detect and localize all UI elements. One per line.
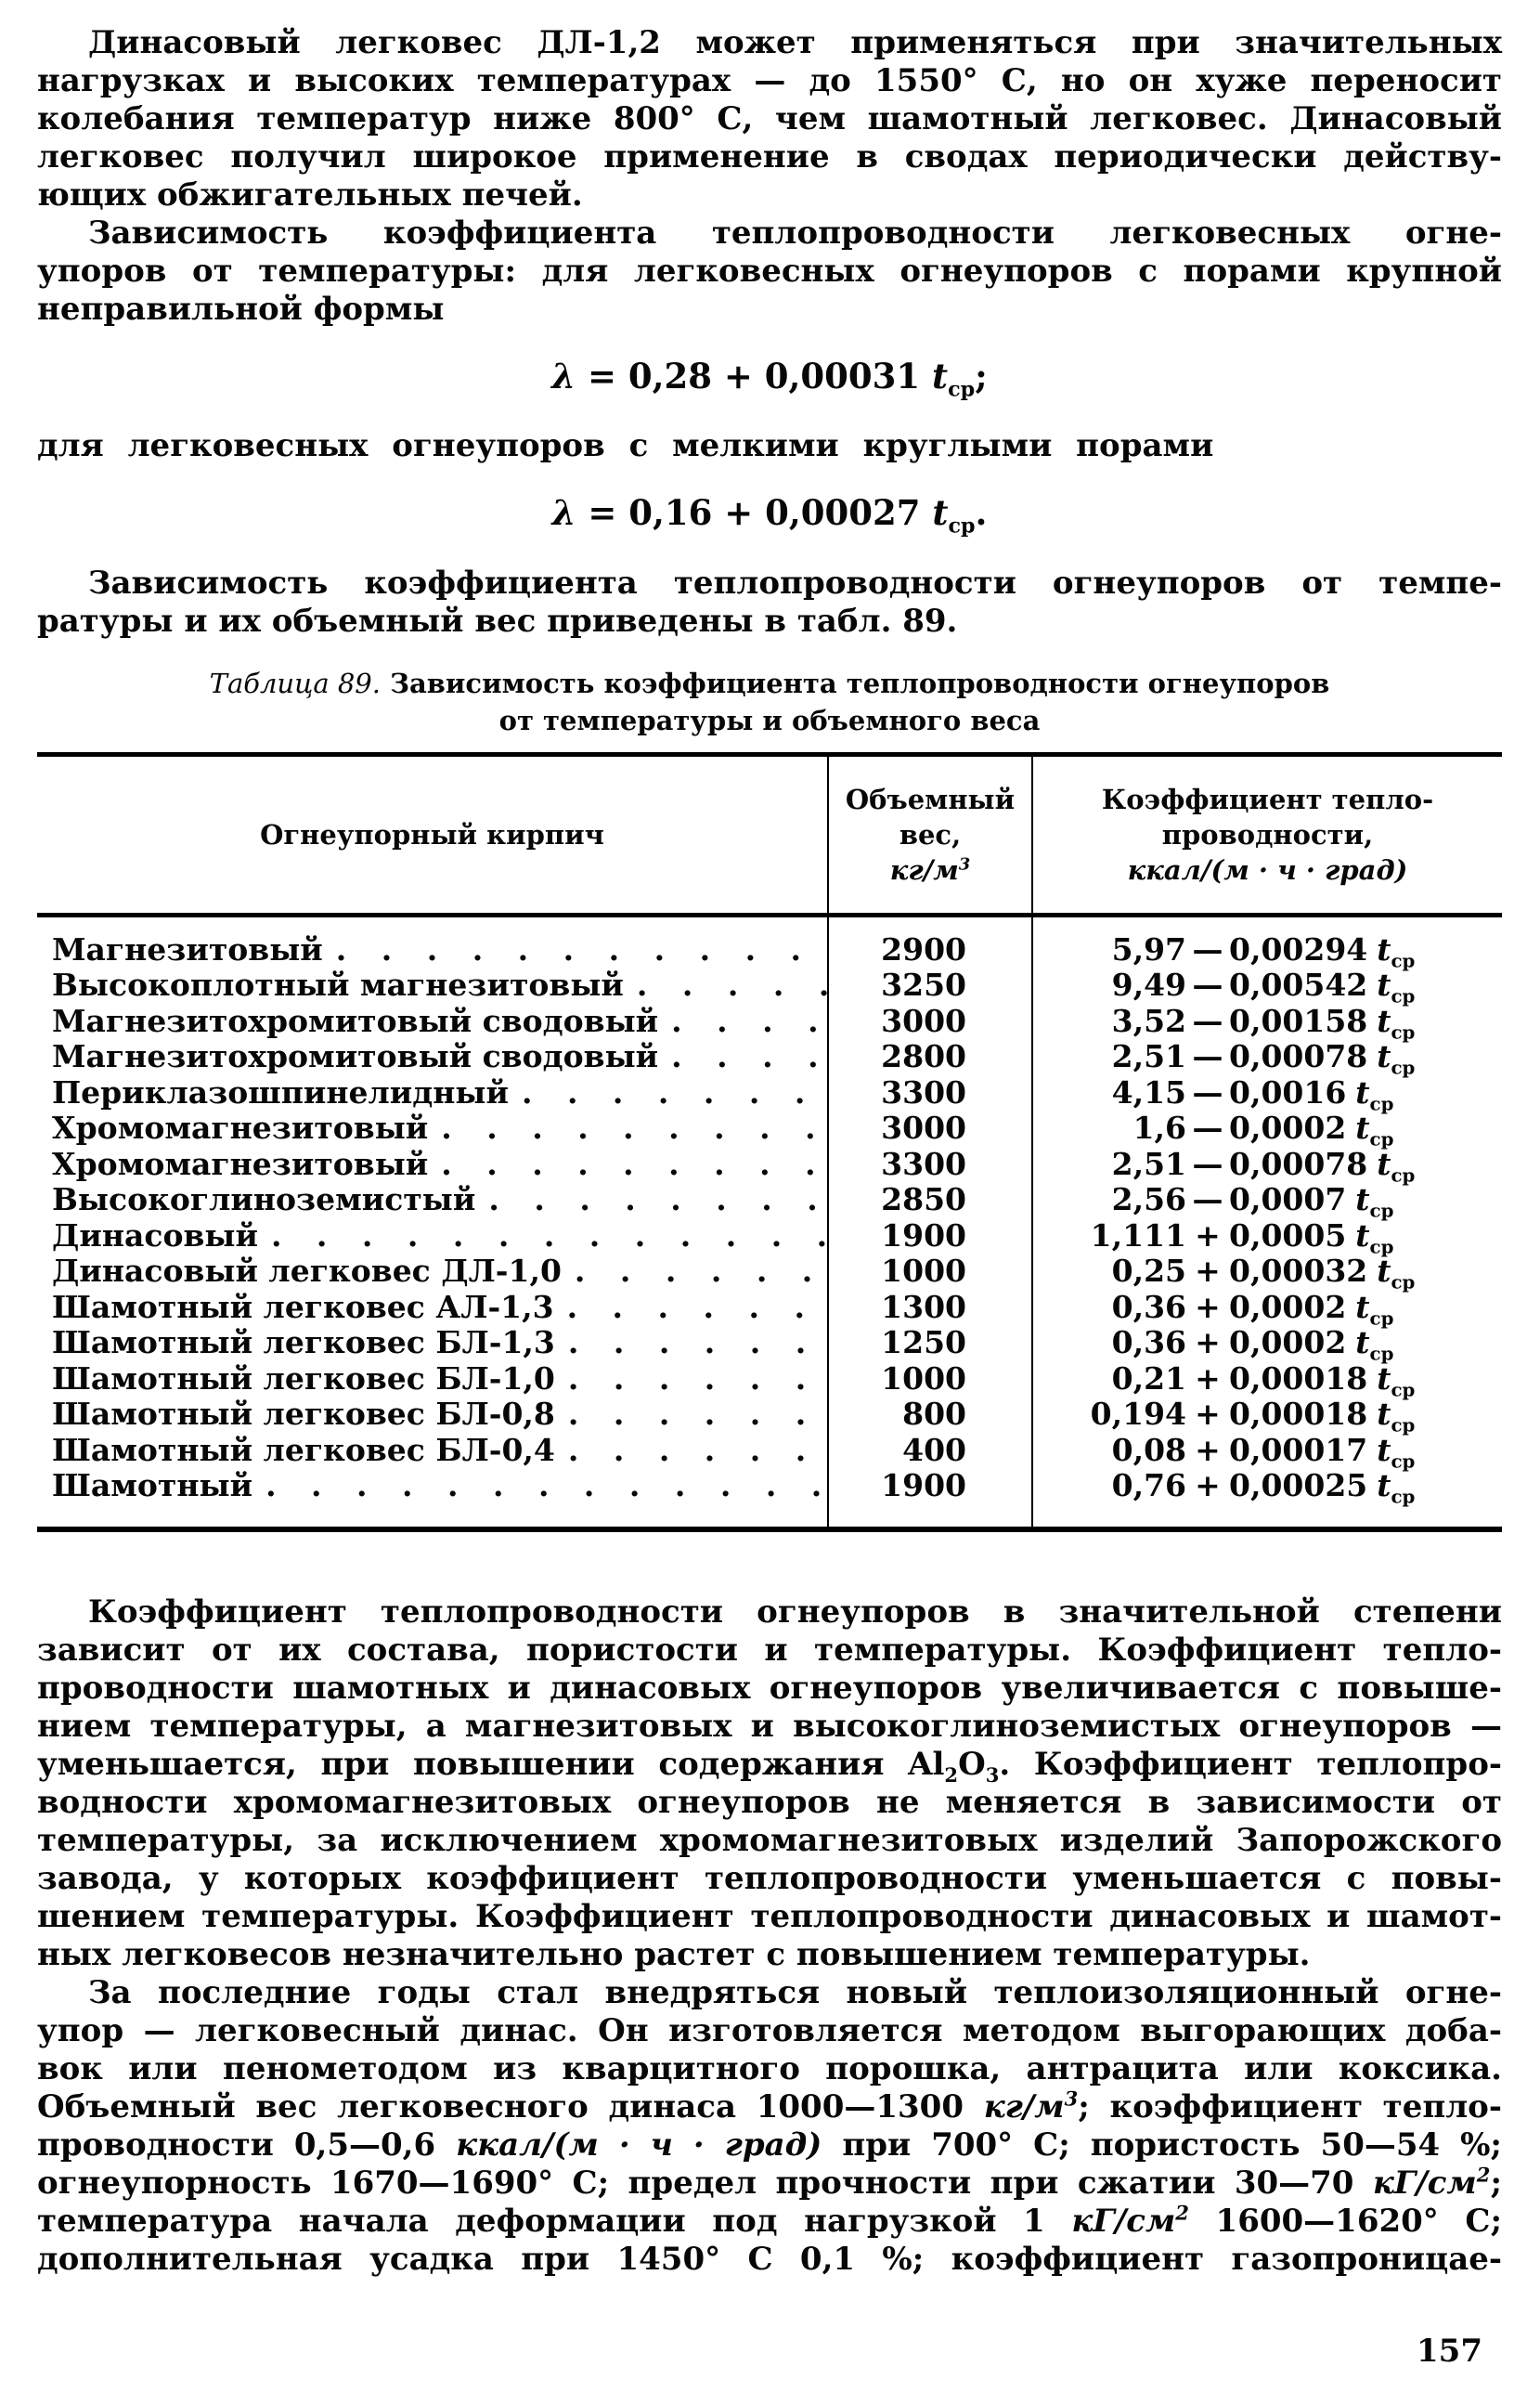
formula-small-pores: [37, 491, 1502, 547]
formula-part: 0,0007: [1229, 1181, 1347, 1218]
formula-part: $t_{ср}$: [1355, 1181, 1394, 1222]
formula-part: $t_{ср}$: [1377, 1253, 1416, 1294]
text-line: колебания температур ниже 800° С, чем шамотный легковес. Динасовый: [37, 100, 1502, 137]
text-line: Таблица 89. Зависимость коэффициента теплопроводности огнеупоров: [209, 667, 1330, 699]
brick-name: Шамотный легковес БЛ-1,3: [52, 1325, 555, 1361]
text-line: шением температуры. Коэффициент теплопроводности динасовых и шамот-: [37, 1897, 1502, 1935]
volume-weight-value: 1900: [827, 1468, 1033, 1504]
text-line: Объемный вес легковесного динаса 1000—1300 $кг/м^3$; коэффициент тепло-: [37, 2086, 1502, 2126]
formula-part: 0,00078: [1229, 1038, 1368, 1075]
text-segment: 3: [985, 1762, 1000, 1787]
volume-weight-value: 2850: [827, 1182, 1033, 1218]
text-line: уменьшается, при повышении содержания $Al_2O_3$. Коэффициент теплопро-: [37, 1745, 1502, 1787]
formula-part: 0,21: [1111, 1359, 1186, 1397]
text-line: завода, у которых коэффициент теплопроводности уменьшается с повы-: [37, 1859, 1502, 1897]
formula-part: 0,00542: [1229, 967, 1368, 1004]
conductivity-formula: [1033, 1038, 1502, 1079]
table-header-row: [37, 757, 1502, 917]
table-row: [37, 1359, 1502, 1401]
formula-part: +: [1195, 1216, 1221, 1254]
text-line: огнеупорность 1670—1690° С; предел прочности при сжатии 30—70 $кГ/см^2$;: [37, 2163, 1502, 2202]
dot-leader: [671, 1004, 827, 1040]
formula-part: $t_{ср}$: [1355, 1073, 1394, 1115]
formula-part: 0,00294: [1229, 930, 1368, 968]
table-spacer-row: [37, 1504, 1502, 1527]
table-row: [37, 1324, 1502, 1365]
conductivity-formula: [1033, 1181, 1502, 1222]
brick-name: Хромомагнезитовый: [52, 1111, 429, 1147]
text-line: ющих обжигательных печей.: [37, 176, 583, 214]
conductivity-formula: [1033, 930, 1502, 972]
text-line: Динасовый легковес ДЛ-1,2 может применяться при значительных: [88, 24, 1502, 61]
table-row: [37, 1253, 1502, 1294]
formula-part: 3,52: [1111, 1002, 1186, 1039]
formula-part: 2,51: [1111, 1145, 1186, 1182]
formula-part: +: [1195, 1288, 1221, 1325]
formula-part: 0,0002: [1229, 1288, 1347, 1325]
brick-name: Шамотный легковес БЛ-0,4: [52, 1432, 555, 1468]
formula-body: = 0,16 + 0,00027: [576, 492, 933, 534]
brick-name: Хромомагнезитовый: [52, 1146, 429, 1182]
brick-name: Высокоглиноземистый: [52, 1182, 476, 1218]
conductivity-formula: [1033, 1110, 1502, 1150]
formula-part: 0,08: [1111, 1431, 1186, 1468]
volume-weight-value: 1300: [827, 1290, 1033, 1326]
formula-part: —: [1192, 1073, 1223, 1111]
formula-part: 0,00025: [1229, 1467, 1368, 1504]
brick-name: Высокоплотный магнезитовый: [52, 968, 624, 1004]
formula-part: +: [1195, 1253, 1221, 1290]
table-body: [37, 917, 1502, 1527]
table-row: [37, 930, 1502, 972]
dot-leader: [488, 1182, 827, 1218]
formula-large-pores: [37, 355, 1502, 410]
formula-part: $t_{ср}$: [1377, 1396, 1416, 1436]
formula-part: +: [1195, 1467, 1221, 1504]
table-row: [37, 967, 1502, 1008]
brick-name: Динасовый: [52, 1217, 258, 1254]
text-segment: кг/м: [889, 853, 959, 886]
formula-part: $t_{ср}$: [1377, 1038, 1416, 1079]
formula-part: 0,0005: [1229, 1216, 1347, 1254]
formula-punct: .: [975, 492, 988, 534]
table-row: [37, 1396, 1502, 1436]
text-line: от температуры и объемного веса: [498, 704, 1041, 736]
formula-part: 2,51: [1111, 1038, 1186, 1075]
table-spacer-row: [37, 917, 1502, 932]
brick-name: Магнезитохромитовый сводовый: [52, 1003, 659, 1039]
text-segment: 2: [1175, 2201, 1189, 2225]
formula-part: 0,36: [1111, 1288, 1186, 1325]
brick-name: Динасовый легковес ДЛ-1,0: [52, 1254, 562, 1290]
refractory-conductivity-table: [37, 752, 1502, 1532]
formula-part: 0,00017: [1229, 1431, 1368, 1468]
text-line: вок или пенометодом из кварцитного порошка, антрацита или коксика.: [37, 2049, 1502, 2087]
formula-part: $t_{ср}$: [1355, 1324, 1394, 1365]
text-line: Коэффициент теплопроводности огнеупоров в значительной степени: [88, 1592, 1502, 1631]
text-segment: 3: [958, 854, 971, 875]
paragraph-dinas-legkoves: [37, 24, 1502, 214]
formula-part: $t_{ср}$: [1377, 1145, 1416, 1187]
conductivity-formula: [1033, 1288, 1502, 1330]
formula-part: —: [1192, 1038, 1223, 1075]
text-line: зависит от их состава, пористости и температуры. Коэффициент тепло-: [37, 1631, 1502, 1669]
formula-part: 4,15: [1111, 1073, 1186, 1111]
text-line: для легковесных огнеупоров с мелкими круглыми порами: [37, 427, 1214, 465]
formula-part: —: [1192, 1145, 1223, 1182]
brick-name: Магнезитохромитовый сводовый: [52, 1039, 659, 1075]
conductivity-formula: [1033, 1431, 1502, 1473]
text-segment: ккал/(м · ч · град): [456, 2126, 822, 2164]
formula-part: $t_{ср}$: [1355, 1288, 1394, 1330]
brick-name: Шамотный легковес БЛ-0,8: [52, 1397, 555, 1433]
formula-part: 0,194: [1090, 1396, 1186, 1433]
text-segment: кГ/см: [1372, 2164, 1477, 2202]
formula-part: 0,0016: [1229, 1073, 1347, 1111]
col-header-brick-label: Огнеупорный кирпич: [260, 818, 604, 851]
formula-part: 0,00018: [1229, 1396, 1368, 1433]
text-line: [1128, 852, 1408, 888]
volume-weight-value: 3000: [827, 1004, 1033, 1040]
volume-weight-value: 400: [827, 1433, 1033, 1469]
text-line: За последние годы стал внедряться новый теплоизоляционный огне-: [88, 1973, 1502, 2011]
table-row: [37, 1110, 1502, 1150]
text-line: упоров от температуры: для легковесных огнеупоров с порами крупной: [37, 253, 1502, 290]
formula-part: 0,0002: [1229, 1324, 1347, 1361]
text-line: Объемный: [845, 783, 1016, 815]
volume-weight-value: 3250: [827, 968, 1033, 1004]
text-line: нагрузках и высоких температурах — до 1550° С, но он хуже переносит: [37, 62, 1502, 99]
formula-part: 9,49: [1111, 967, 1186, 1004]
formula-part: 2,56: [1111, 1181, 1186, 1218]
formula-part: $t_{ср}$: [1377, 967, 1416, 1008]
dot-leader: [568, 1433, 827, 1469]
text-line: проводности шамотных и динасовых огнеупоров увеличивается с повыше-: [37, 1669, 1502, 1707]
dot-leader: [568, 1361, 827, 1398]
brick-name: Периклазошпинелидный: [52, 1074, 509, 1111]
table-row: [37, 1216, 1502, 1258]
text-segment: кг/м: [983, 2087, 1065, 2126]
text-line: температура начала деформации под нагрузкой 1 $кГ/см^2$ 1600—1620° С;: [37, 2201, 1502, 2240]
text-line: неправильной формы: [37, 291, 445, 328]
volume-weight-value: 1900: [827, 1218, 1033, 1254]
dot-leader: [336, 932, 827, 968]
text-segment: кГ/см: [1071, 2202, 1176, 2240]
conductivity-formula: [1033, 1396, 1502, 1436]
table-row: [37, 1181, 1502, 1222]
text-segment: Таблица 89.: [209, 667, 381, 699]
formula-part: —: [1192, 1181, 1223, 1218]
dot-leader: [271, 1218, 827, 1254]
dot-leader: [441, 1147, 827, 1183]
volume-weight-value: 2800: [827, 1039, 1033, 1075]
brick-name: Шамотный: [52, 1468, 253, 1504]
t-subscript: ср: [948, 514, 976, 539]
volume-weight-value: 1000: [827, 1361, 1033, 1398]
t-subscript: ср: [948, 377, 976, 402]
volume-weight-value: 3300: [827, 1075, 1033, 1112]
text-line: проводности 0,5—0,6 ккал/(м · ч · град) при 700° С; пористость 50—54 %;: [37, 2126, 1502, 2164]
formula-part: 0,76: [1111, 1467, 1186, 1504]
formula-part: —: [1192, 1110, 1223, 1147]
formula-part: 0,00158: [1229, 1002, 1368, 1039]
text-line: проводности,: [1161, 818, 1374, 851]
t-symbol: t: [932, 492, 949, 534]
table-caption: [37, 665, 1502, 739]
formula-part: 5,97: [1111, 930, 1186, 968]
conductivity-formula: [1033, 1324, 1502, 1365]
col-header-brick: [37, 757, 827, 913]
table-row: [37, 1467, 1502, 1508]
dot-leader: [568, 1397, 827, 1433]
t-symbol: t: [932, 356, 949, 396]
text-segment: 3: [1064, 2086, 1079, 2111]
brick-name: Шамотный легковес БЛ-1,0: [52, 1360, 555, 1397]
formula-part: $t_{ср}$: [1377, 930, 1416, 972]
paragraph-table-reference: [37, 565, 1502, 641]
table-row: [37, 1288, 1502, 1330]
conductivity-formula: [1033, 1253, 1502, 1294]
dot-leader: [441, 1111, 827, 1147]
text-line: ных легковесов незначительно растет с повышением температуры.: [37, 1935, 1311, 1973]
table-row: [37, 1038, 1502, 1079]
text-line: Зависимость коэффициента теплопроводности легковесных огне-: [88, 214, 1502, 252]
conductivity-formula: [1033, 1467, 1502, 1508]
volume-weight-value: 3000: [827, 1111, 1033, 1147]
text-line: нием температуры, а магнезитовых и высокоглиноземистых огнеупоров —: [37, 1707, 1502, 1745]
formula-part: $t_{ср}$: [1377, 1467, 1416, 1508]
dot-leader: [265, 1468, 827, 1504]
formula-part: 1,111: [1090, 1216, 1186, 1254]
paragraph-lightweight-dinas: [37, 1974, 1502, 2279]
dot-leader: [567, 1290, 827, 1326]
formula-part: —: [1192, 930, 1223, 968]
conductivity-formula: [1033, 1002, 1502, 1044]
col-header-conductivity: [1033, 757, 1502, 913]
formula-part: —: [1192, 967, 1223, 1004]
text-segment: 2: [944, 1762, 959, 1787]
col-header-volume-weight: [827, 757, 1033, 913]
formula-part: $t_{ср}$: [1355, 1216, 1394, 1258]
lambda-symbol: λ: [551, 492, 576, 534]
dot-leader: [575, 1254, 827, 1290]
conductivity-formula: [1033, 1145, 1502, 1187]
formula-part: +: [1195, 1359, 1221, 1397]
formula-part: $t_{ср}$: [1355, 1110, 1394, 1150]
formula-part: 1,6: [1132, 1110, 1186, 1147]
formula-part: 0,0002: [1229, 1110, 1347, 1147]
paragraph-conductivity-dependence: [37, 214, 1502, 329]
volume-weight-value: 3300: [827, 1147, 1033, 1183]
text-line: упор — легковесный динас. Он изготовляется методом выгорающих доба-: [37, 2011, 1502, 2049]
dot-leader: [522, 1075, 827, 1112]
conductivity-formula: [1033, 1073, 1502, 1115]
formula-part: 0,00078: [1229, 1145, 1368, 1182]
conductivity-formula: [1033, 967, 1502, 1008]
volume-weight-value: 1250: [827, 1325, 1033, 1361]
lambda-symbol: λ: [551, 356, 576, 396]
table-row: [37, 1073, 1502, 1115]
volume-weight-value: 800: [827, 1397, 1033, 1433]
conductivity-formula: [1033, 1359, 1502, 1401]
volume-weight-value: 1000: [827, 1254, 1033, 1290]
text-line: Зависимость коэффициента теплопроводности огнеупоров от темпе-: [88, 564, 1502, 602]
text-line: легковес получил широкое применение в сводах периодически действу-: [37, 138, 1502, 176]
text-line: ратуры и их объемный вес приведены в табл. 89.: [37, 602, 958, 640]
formula-part: +: [1195, 1324, 1221, 1361]
brick-name: Магнезитовый: [52, 931, 323, 968]
dot-leader: [568, 1325, 827, 1361]
text-segment: 2: [1476, 2163, 1491, 2187]
formula-part: +: [1195, 1431, 1221, 1468]
formula-part: $t_{ср}$: [1377, 1002, 1416, 1044]
dot-leader: [671, 1039, 827, 1075]
table-row: [37, 1145, 1502, 1187]
brick-name: Шамотный легковес АЛ-1,3: [52, 1289, 554, 1325]
text-line: дополнительная усадка при 1450° С 0,1 %; коэффициент газопроницае-: [37, 2240, 1502, 2278]
line-small-pores: [37, 427, 1502, 465]
dot-leader: [637, 968, 827, 1004]
formula-part: 0,00032: [1229, 1253, 1368, 1290]
volume-weight-value: 2900: [827, 932, 1033, 968]
conductivity-formula: [1033, 1216, 1502, 1258]
formula-part: 0,36: [1111, 1324, 1186, 1361]
formula-body: = 0,28 + 0,00031: [576, 356, 933, 396]
table-row: [37, 1431, 1502, 1473]
table-row: [37, 1002, 1502, 1044]
page-number: 157: [1417, 2333, 1482, 2370]
text-line: температуры, за исключением хромомагнезитовых изделий Запорожского: [37, 1821, 1502, 1859]
formula-part: 0,00018: [1229, 1359, 1368, 1397]
formula-part: 0,25: [1111, 1253, 1186, 1290]
text-line: вес,: [899, 818, 962, 851]
formula-punct: ;: [975, 356, 988, 396]
text-line: водности хромомагнезитовых огнеупоров не меняется в зависимости от: [37, 1783, 1502, 1821]
formula-part: +: [1195, 1396, 1221, 1433]
paragraph-coefficient-discussion: [37, 1593, 1502, 1974]
formula-part: $t_{ср}$: [1377, 1431, 1416, 1473]
formula-part: $t_{ср}$: [1377, 1359, 1416, 1401]
text-segment: ккал/(м · ч · град): [1127, 853, 1408, 886]
text-line: Коэффициент тепло-: [1101, 783, 1434, 815]
formula-part: —: [1192, 1002, 1223, 1039]
text-line: [890, 852, 971, 888]
